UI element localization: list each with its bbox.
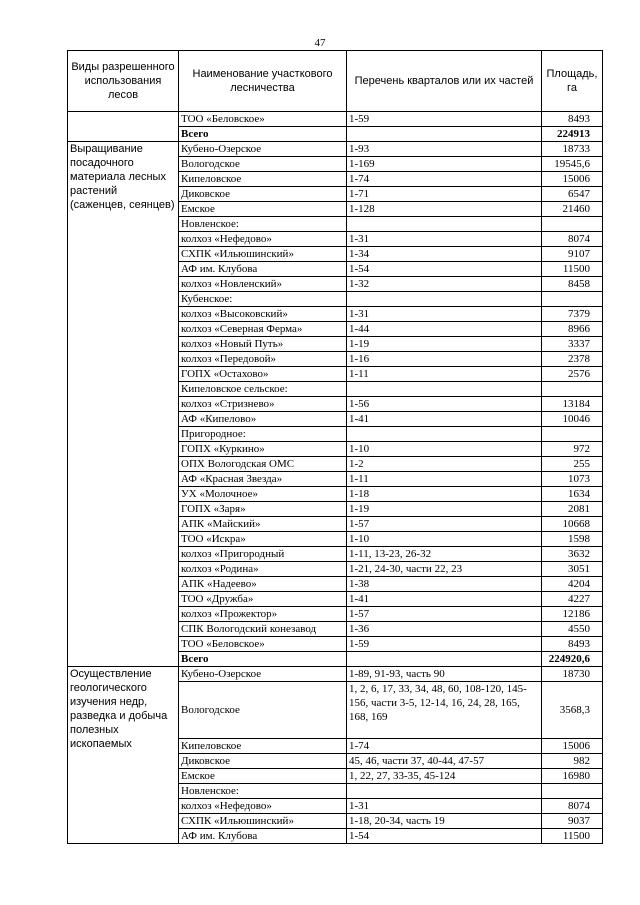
quarters-cell: 1-41 — [347, 412, 542, 427]
forestry-name-cell: ГОПХ «Заря» — [179, 502, 347, 517]
forestry-name-cell: Кипеловское сельское: — [179, 382, 347, 397]
forestry-name-cell: ТОО «Дружба» — [179, 592, 347, 607]
quarters-cell: 1-169 — [347, 157, 542, 172]
forestry-name-cell: колхоз «Новленский» — [179, 277, 347, 292]
forestry-name-cell: Диковское — [179, 187, 347, 202]
quarters-cell: 1-11 — [347, 472, 542, 487]
quarters-cell: 1-41 — [347, 592, 542, 607]
page-number: 47 — [314, 37, 326, 49]
area-cell: 15006 — [542, 739, 603, 754]
area-cell: 3568,3 — [542, 682, 603, 739]
forestry-name-cell: колхоз «Северная Ферма» — [179, 322, 347, 337]
forestry-name-cell: колхоз «Высоковский» — [179, 307, 347, 322]
area-cell: 18730 — [542, 667, 603, 682]
quarters-cell — [347, 427, 542, 442]
table-row — [68, 112, 603, 127]
area-cell: 8493 — [542, 637, 603, 652]
area-cell: 1073 — [542, 472, 603, 487]
forestry-name-cell: ОПХ Вологодская ОМС — [179, 457, 347, 472]
area-cell: 3051 — [542, 562, 603, 577]
area-cell — [542, 217, 603, 232]
forestry-name-cell: ГОПХ «Куркино» — [179, 442, 347, 457]
area-cell — [542, 382, 603, 397]
forestry-name-cell: Новленское: — [179, 784, 347, 799]
quarters-cell — [347, 217, 542, 232]
area-cell: 972 — [542, 442, 603, 457]
forest-use-table — [67, 50, 603, 844]
quarters-cell: 1-2 — [347, 457, 542, 472]
forestry-name-cell: Кипеловское — [179, 172, 347, 187]
quarters-cell: 1-59 — [347, 112, 542, 127]
area-cell: 1634 — [542, 487, 603, 502]
quarters-cell — [347, 292, 542, 307]
quarters-cell: 1-44 — [347, 322, 542, 337]
forestry-name-cell: ГОПХ «Остахово» — [179, 367, 347, 382]
forestry-name-cell: Емское — [179, 769, 347, 784]
quarters-cell: 1-34 — [347, 247, 542, 262]
area-cell: 8074 — [542, 799, 603, 814]
area-cell: 8966 — [542, 322, 603, 337]
area-cell: 224913 — [542, 127, 603, 142]
forestry-name-cell: Диковское — [179, 754, 347, 769]
quarters-cell: 1-54 — [347, 829, 542, 844]
area-cell: 224920,6 — [542, 652, 603, 667]
forestry-name-cell: Всего — [179, 127, 347, 142]
quarters-cell: 1, 2, 6, 17, 33, 34, 48, 60, 108-120, 145-156, части 3-5, 12-14, 16, 24, 28, 165, 168, 169 — [347, 682, 542, 739]
quarters-cell: 1-31 — [347, 307, 542, 322]
quarters-cell: 1-93 — [347, 142, 542, 157]
header-area: Площадь, га — [542, 51, 603, 112]
forestry-name-cell: колхоз «Передовой» — [179, 352, 347, 367]
area-cell: 4227 — [542, 592, 603, 607]
area-cell: 21460 — [542, 202, 603, 217]
quarters-cell: 1-18, 20-34, часть 19 — [347, 814, 542, 829]
quarters-cell: 1-31 — [347, 799, 542, 814]
forestry-name-cell: Новленское: — [179, 217, 347, 232]
quarters-cell: 1-16 — [347, 352, 542, 367]
header-forestry: Наименование участкового лесничества — [179, 51, 347, 112]
area-cell: 10668 — [542, 517, 603, 532]
area-cell: 6547 — [542, 187, 603, 202]
area-cell: 3337 — [542, 337, 603, 352]
quarters-cell — [347, 127, 542, 142]
forestry-name-cell: ТОО «Искра» — [179, 532, 347, 547]
forestry-name-cell: Кипеловское — [179, 739, 347, 754]
quarters-cell: 1-71 — [347, 187, 542, 202]
quarters-cell: 1-11 — [347, 367, 542, 382]
area-cell: 255 — [542, 457, 603, 472]
area-cell: 4550 — [542, 622, 603, 637]
forestry-name-cell: АФ «Красная Звезда» — [179, 472, 347, 487]
forestry-name-cell: Кубено-Озерское — [179, 142, 347, 157]
quarters-cell: 1-38 — [347, 577, 542, 592]
area-cell: 11500 — [542, 262, 603, 277]
forestry-name-cell: ТОО «Беловское» — [179, 637, 347, 652]
area-cell: 13184 — [542, 397, 603, 412]
area-cell: 16980 — [542, 769, 603, 784]
area-cell: 11500 — [542, 829, 603, 844]
area-cell — [542, 292, 603, 307]
area-cell: 2576 — [542, 367, 603, 382]
forestry-name-cell: Кубено-Озерское — [179, 667, 347, 682]
area-cell: 15006 — [542, 172, 603, 187]
forestry-name-cell: колхоз «Стризнево» — [179, 397, 347, 412]
forestry-name-cell: СХПК «Ильюшинский» — [179, 814, 347, 829]
forestry-name-cell: СПК Вологодский конезавод — [179, 622, 347, 637]
quarters-cell: 1-128 — [347, 202, 542, 217]
forestry-name-cell: АФ им. Клубова — [179, 262, 347, 277]
quarters-cell: 1-59 — [347, 637, 542, 652]
area-cell: 18733 — [542, 142, 603, 157]
area-cell: 10046 — [542, 412, 603, 427]
forestry-name-cell: Вологодское — [179, 682, 347, 739]
quarters-cell: 1-19 — [347, 337, 542, 352]
forestry-name-cell: Всего — [179, 652, 347, 667]
area-cell: 19545,6 — [542, 157, 603, 172]
forestry-name-cell: Емское — [179, 202, 347, 217]
forestry-name-cell: колхоз «Пригородный — [179, 547, 347, 562]
quarters-cell: 1-56 — [347, 397, 542, 412]
quarters-cell: 1-54 — [347, 262, 542, 277]
forestry-name-cell: ТОО «Беловское» — [179, 112, 347, 127]
quarters-cell — [347, 382, 542, 397]
forestry-name-cell: АФ им. Клубова — [179, 829, 347, 844]
area-cell: 982 — [542, 754, 603, 769]
forestry-name-cell: Пригородное: — [179, 427, 347, 442]
forestry-name-cell: АФ «Кипелово» — [179, 412, 347, 427]
forestry-name-cell: Кубенское: — [179, 292, 347, 307]
forestry-name-cell: колхоз «Нефедово» — [179, 232, 347, 247]
area-cell: 1598 — [542, 532, 603, 547]
area-cell — [542, 427, 603, 442]
forestry-name-cell: Вологодское — [179, 157, 347, 172]
use-type-cell: Осуществление геологического изучения недр, разведка и добыча полезных ископаемых — [68, 667, 179, 844]
quarters-cell: 1-89, 91-93, часть 90 — [347, 667, 542, 682]
quarters-cell — [347, 652, 542, 667]
area-cell: 9037 — [542, 814, 603, 829]
use-type-cell — [68, 112, 179, 142]
table-row — [68, 667, 603, 682]
quarters-cell: 1-32 — [347, 277, 542, 292]
forestry-name-cell: колхоз «Нефедово» — [179, 799, 347, 814]
area-cell: 8493 — [542, 112, 603, 127]
quarters-cell: 45, 46, части 37, 40-44, 47-57 — [347, 754, 542, 769]
area-cell: 4204 — [542, 577, 603, 592]
quarters-cell: 1-31 — [347, 232, 542, 247]
quarters-cell: 1-74 — [347, 739, 542, 754]
forestry-name-cell: АПК «Надеево» — [179, 577, 347, 592]
area-cell: 2378 — [542, 352, 603, 367]
quarters-cell: 1-57 — [347, 517, 542, 532]
area-cell: 7379 — [542, 307, 603, 322]
area-cell: 9107 — [542, 247, 603, 262]
quarters-cell: 1-18 — [347, 487, 542, 502]
area-cell: 2081 — [542, 502, 603, 517]
forestry-name-cell: колхоз «Прожектор» — [179, 607, 347, 622]
forestry-name-cell: АПК «Майский» — [179, 517, 347, 532]
header-use: Виды разрешенного использования лесов — [68, 51, 179, 112]
quarters-cell: 1-74 — [347, 172, 542, 187]
area-cell: 8458 — [542, 277, 603, 292]
forestry-name-cell: колхоз «Родина» — [179, 562, 347, 577]
forestry-name-cell: СХПК «Ильюшинский» — [179, 247, 347, 262]
quarters-cell: 1-10 — [347, 532, 542, 547]
use-type-cell: Выращивание посадочного материала лесных растений (саженцев, сеянцев) — [68, 142, 179, 667]
quarters-cell: 1-10 — [347, 442, 542, 457]
table-body — [68, 112, 603, 844]
quarters-cell: 1-11, 13-23, 26-32 — [347, 547, 542, 562]
quarters-cell: 1-19 — [347, 502, 542, 517]
header-quarters: Перечень кварталов или их частей — [347, 51, 542, 112]
area-cell: 3632 — [542, 547, 603, 562]
quarters-cell: 1-21, 24-30, части 22, 23 — [347, 562, 542, 577]
quarters-cell — [347, 784, 542, 799]
forestry-name-cell: УХ «Молочное» — [179, 487, 347, 502]
table-row — [68, 142, 603, 157]
quarters-cell: 1-36 — [347, 622, 542, 637]
quarters-cell: 1-57 — [347, 607, 542, 622]
area-cell: 8074 — [542, 232, 603, 247]
area-cell — [542, 784, 603, 799]
area-cell: 12186 — [542, 607, 603, 622]
forestry-name-cell: колхоз «Новый Путь» — [179, 337, 347, 352]
quarters-cell: 1, 22, 27, 33-35, 45-124 — [347, 769, 542, 784]
table-header-row — [68, 51, 603, 112]
